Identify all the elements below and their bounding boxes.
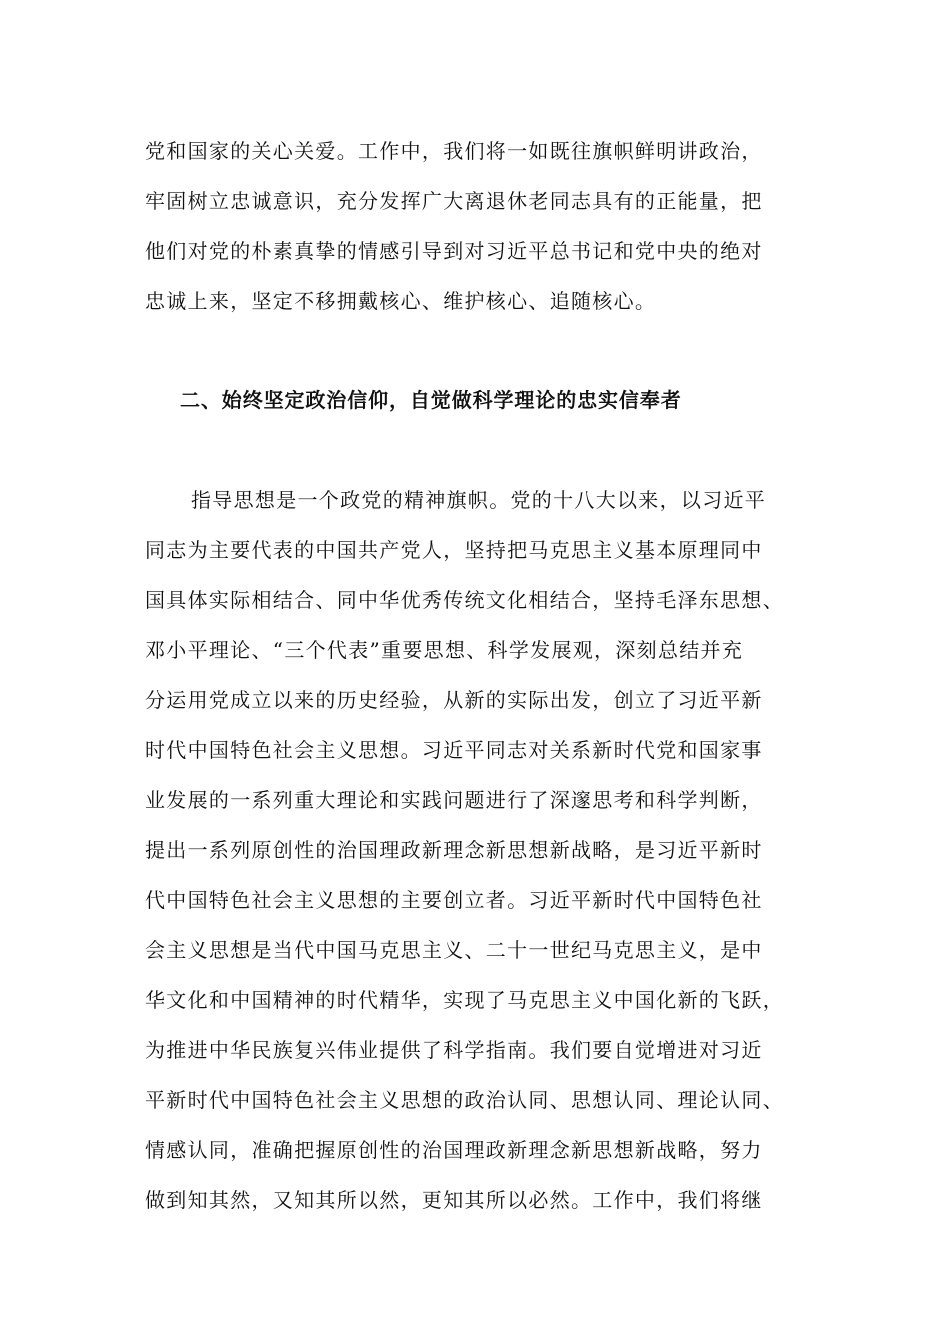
text-line: 牢固树立忠诚意识，充分发挥广大离退休老同志具有的正能量，把	[145, 189, 763, 213]
text-line: 提出一系列原创性的治国理政新理念新思想新战略，是习近平新时	[145, 838, 763, 862]
text-line: 情感认同，准确把握原创性的治国理政新理念新思想新战略，努力	[145, 1138, 763, 1162]
text-line: 华文化和中国精神的时代精华，实现了马克思主义中国化新的飞跃，	[145, 988, 784, 1012]
text-line: 会主义思想是当代中国马克思主义、二十一世纪马克思主义，是中	[145, 938, 763, 962]
text-line: 国具体实际相结合、同中华优秀传统文化相结合，坚持毛泽东思想、	[145, 588, 784, 612]
text-line: 时代中国特色社会主义思想。习近平同志对关系新时代党和国家事	[145, 738, 763, 762]
text-line: 分运用党成立以来的历史经验，从新的实际出发，创立了习近平新	[145, 688, 763, 712]
text-line: 忠诚上来，坚定不移拥戴核心、维护核心、追随核心。	[145, 289, 657, 313]
section-heading: 二、始终坚定政治信仰，自觉做科学理论的忠实信奉者	[180, 388, 682, 412]
text-line: 指导思想是一个政党的精神旗帜。党的十八大以来，以习近平	[191, 488, 767, 512]
text-line: 平新时代中国特色社会主义思想的政治认同、思想认同、理论认同、	[145, 1088, 784, 1112]
text-line: 代中国特色社会主义思想的主要创立者。习近平新时代中国特色社	[145, 888, 763, 912]
text-line: 邓小平理论、“三个代表”重要思想、科学发展观，深刻总结并充	[145, 638, 744, 662]
text-line: 党和国家的关心关爱。工作中，我们将一如既往旗帜鲜明讲政治，	[145, 139, 763, 163]
text-line: 同志为主要代表的中国共产党人，坚持把马克思主义基本原理同中	[145, 538, 763, 562]
text-line: 业发展的一系列重大理论和实践问题进行了深邃思考和科学判断，	[145, 788, 763, 812]
text-line: 为推进中华民族复兴伟业提供了科学指南。我们要自觉增进对习近	[145, 1038, 763, 1062]
text-line: 他们对党的朴素真挚的情感引导到对习近平总书记和党中央的绝对	[145, 239, 763, 263]
text-line: 做到知其然，又知其所以然，更知其所以必然。工作中，我们将继	[145, 1188, 763, 1212]
